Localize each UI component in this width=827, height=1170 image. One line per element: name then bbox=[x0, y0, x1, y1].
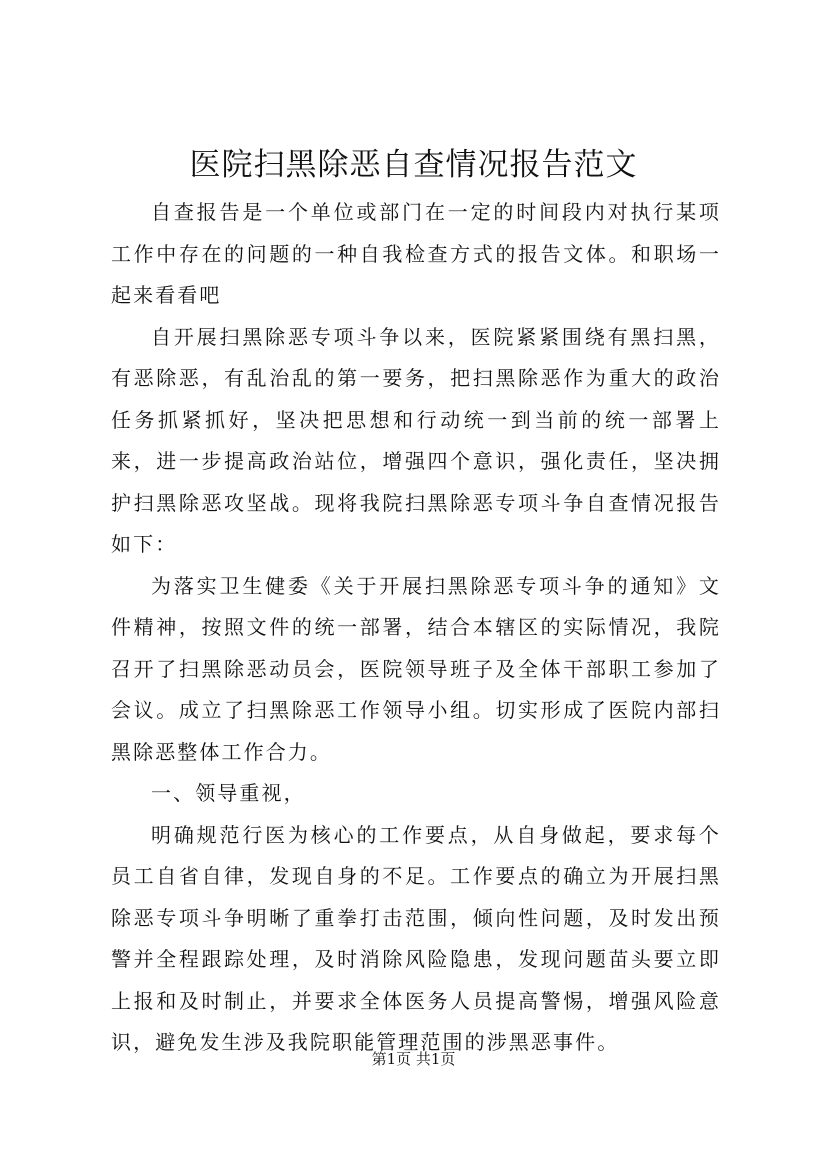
paragraph-details: 明确规范行医为核心的工作要点，从自身做起，要求每个员工自省自律，发现自身的不足。工作要点的确立为开展扫黑除恶专项斗争明晰了重拳打击范围，倾向性问题，及时发出预警并全程跟踪处理，及时消除风险隐患，发现问题苗头要立即上报和及时制止，并要求全体医务人员提高警惕，增强风险意识，避免发生涉及我院职能管理范围的涉黑恶事件。 bbox=[111, 822, 721, 1054]
page-number-footer: 第1页 共1页 bbox=[371, 1050, 456, 1068]
paragraph-intro: 自查报告是一个单位或部门在一定的时间段内对执行某项工作中存在的问题的一种自我检查方式的报告文体。和职场一起来看看吧 bbox=[111, 200, 721, 307]
document-body bbox=[111, 192, 721, 1064]
document-title: 医院扫黑除恶自查情况报告范文 bbox=[189, 147, 638, 183]
paragraph-implementation: 为落实卫生健委《关于开展扫黑除恶专项斗争的通知》文件精神，按照文件的统一部署，结合本辖区的实际情况，我院召开了扫黑除恶动员会，医院领导班子及全体干部职工参加了会议。成立了扫黑除恶工作领导小组。切实形成了医院内部扫黑除恶整体工作合力。 bbox=[111, 573, 721, 764]
paragraph-background: 自开展扫黑除恶专项斗争以来，医院紧紧围绕有黑扫黑，有恶除恶，有乱治乱的第一要务，把扫黑除恶作为重大的政治任务抓紧抓好，坚决把思想和行动统一到当前的统一部署上来，进一步提高政治站位，增强四个意识，强化责任，坚决拥护扫黑除恶攻坚战。现将我院扫黑除恶专项斗争自查情况报告如下： bbox=[111, 324, 721, 556]
section-heading: 一、领导重视， bbox=[151, 781, 306, 805]
